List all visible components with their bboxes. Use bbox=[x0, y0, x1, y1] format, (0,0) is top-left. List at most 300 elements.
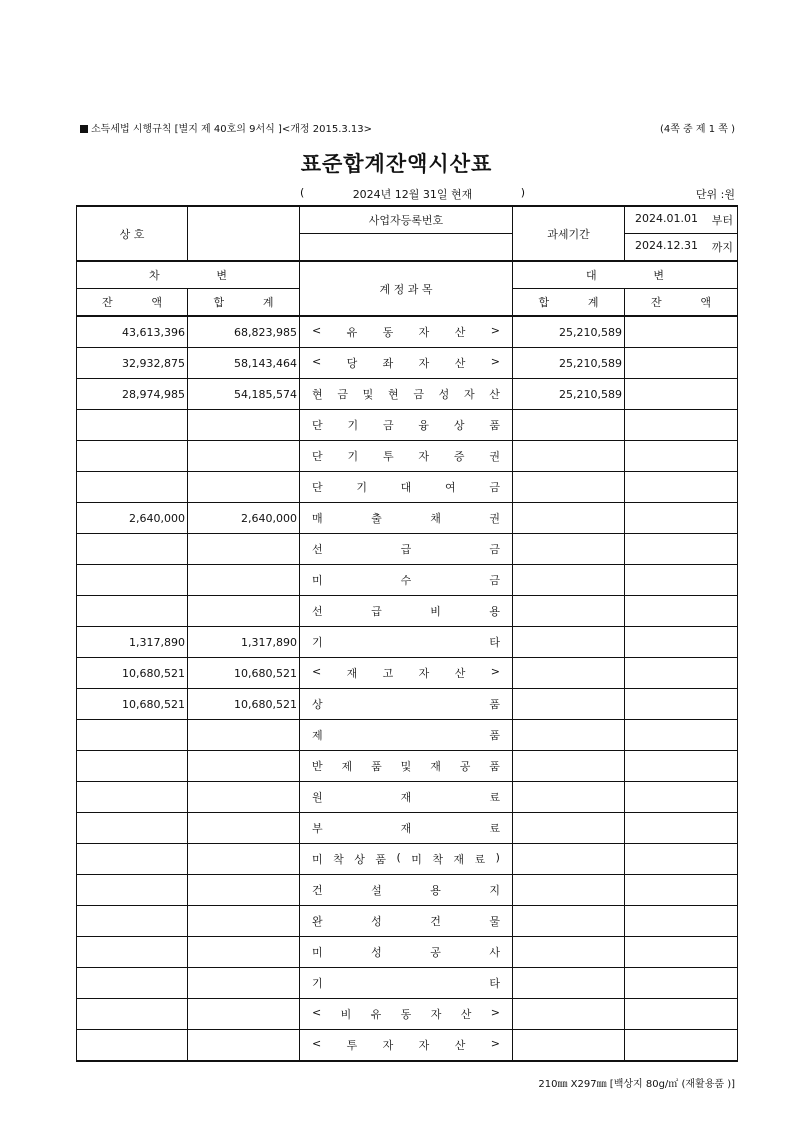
account-glyph: 융 bbox=[418, 419, 430, 432]
account-glyph: 성 bbox=[371, 946, 382, 959]
debit-total-cell bbox=[188, 441, 300, 472]
period-label: 과세기간 bbox=[547, 227, 590, 241]
account-glyph: 성 bbox=[438, 388, 450, 401]
debit-total-cell bbox=[188, 379, 300, 410]
account-glyph: 산 bbox=[489, 388, 500, 401]
account-glyph: 반 bbox=[312, 760, 323, 773]
debit-balance-header bbox=[77, 289, 188, 317]
account-name bbox=[312, 851, 500, 867]
account-cell bbox=[300, 937, 513, 968]
paper-spec: 210㎜ X297㎜ [백상지 80g/㎡ (재활용품 )] bbox=[538, 1079, 735, 1090]
account-glyph: 기 bbox=[347, 450, 359, 463]
unit-label: 단위 :원 bbox=[695, 188, 735, 201]
debit-total-cell bbox=[188, 348, 300, 379]
account-cell bbox=[300, 534, 513, 565]
account-glyph: 투 bbox=[346, 1039, 358, 1052]
account-glyph: 수 bbox=[400, 574, 412, 587]
credit-total-cell-value: 25,210,589 bbox=[559, 387, 622, 401]
debit-total-cell-value: 54,185,574 bbox=[234, 387, 297, 401]
account-glyph: 산 bbox=[454, 326, 466, 339]
credit-total-cell bbox=[513, 503, 625, 534]
debit-total-cell bbox=[188, 813, 300, 844]
period-label-cell bbox=[513, 206, 625, 261]
table-row bbox=[77, 534, 738, 565]
account-glyph: 재 bbox=[400, 822, 412, 835]
account-cell bbox=[300, 906, 513, 937]
credit-total-cell bbox=[513, 906, 625, 937]
account-glyph: 재 bbox=[400, 791, 412, 804]
account-glyph: 품 bbox=[375, 853, 386, 866]
table-row bbox=[77, 689, 738, 720]
account-glyph: 료 bbox=[489, 822, 500, 835]
account-glyph: 미 bbox=[312, 946, 323, 959]
account-glyph: 기 bbox=[356, 481, 367, 494]
account-glyph: 품 bbox=[489, 698, 500, 711]
credit-balance-cell bbox=[625, 627, 738, 658]
account-cell bbox=[300, 379, 513, 410]
account-glyph: 공 bbox=[430, 946, 441, 959]
debit-balance-cell bbox=[77, 813, 188, 844]
header-glyph: 차 bbox=[149, 269, 160, 282]
account-glyph: 타 bbox=[489, 636, 500, 649]
account-glyph: 사 bbox=[489, 946, 500, 959]
table-row bbox=[77, 379, 738, 410]
debit-total-cell bbox=[188, 472, 300, 503]
account-glyph: 미 bbox=[312, 574, 323, 587]
account-name bbox=[312, 696, 500, 712]
debit-balance-cell bbox=[77, 689, 188, 720]
date-close-paren: ) bbox=[520, 186, 525, 199]
credit-total-cell bbox=[513, 720, 625, 751]
account-glyph: 권 bbox=[489, 450, 500, 463]
credit-total-cell bbox=[513, 658, 625, 689]
account-glyph: > bbox=[490, 1037, 500, 1050]
account-cell bbox=[300, 999, 513, 1030]
debit-total-cell bbox=[188, 627, 300, 658]
account-glyph: 자 bbox=[382, 1039, 394, 1052]
credit-balance-cell bbox=[625, 782, 738, 813]
account-glyph: 자 bbox=[430, 1008, 442, 1021]
account-cell bbox=[300, 689, 513, 720]
credit-total-header-text bbox=[539, 294, 599, 310]
account-glyph: 용 bbox=[430, 884, 441, 897]
account-glyph: 건 bbox=[430, 915, 441, 928]
account-glyph: 증 bbox=[453, 450, 465, 463]
account-glyph: 기 bbox=[312, 977, 323, 990]
period-to-cell bbox=[625, 234, 738, 262]
account-glyph: 단 bbox=[312, 481, 323, 494]
credit-total-cell bbox=[513, 751, 625, 782]
account-glyph: 재 bbox=[430, 760, 441, 773]
account-name bbox=[312, 510, 500, 526]
account-glyph: 고 bbox=[382, 667, 394, 680]
header-glyph: 잔 bbox=[651, 296, 662, 309]
account-glyph: < bbox=[312, 355, 322, 368]
account-glyph: 재 bbox=[453, 853, 465, 866]
account-name bbox=[312, 1006, 500, 1022]
table-row bbox=[77, 316, 738, 348]
table-row bbox=[77, 1030, 738, 1062]
credit-total-header bbox=[513, 289, 625, 317]
debit-balance-cell bbox=[77, 316, 188, 348]
account-name bbox=[312, 479, 500, 495]
credit-header-text bbox=[586, 267, 664, 283]
account-cell bbox=[300, 565, 513, 596]
debit-header bbox=[77, 261, 300, 289]
debit-balance-cell bbox=[77, 627, 188, 658]
account-name bbox=[312, 355, 500, 371]
table-row bbox=[77, 906, 738, 937]
company-label-cell bbox=[77, 206, 188, 261]
debit-balance-cell bbox=[77, 658, 188, 689]
account-glyph: 자 bbox=[418, 450, 430, 463]
account-glyph: 공 bbox=[459, 760, 471, 773]
debit-total-cell bbox=[188, 875, 300, 906]
account-name bbox=[312, 789, 500, 805]
credit-total-cell bbox=[513, 348, 625, 379]
credit-total-cell bbox=[513, 534, 625, 565]
account-name bbox=[312, 975, 500, 991]
account-glyph: 출 bbox=[371, 512, 382, 525]
bizno-value-cell bbox=[300, 234, 513, 262]
bizno-label-cell bbox=[300, 206, 513, 234]
account-glyph: 금 bbox=[413, 388, 424, 401]
account-glyph: 금 bbox=[489, 481, 500, 494]
debit-total-cell bbox=[188, 658, 300, 689]
account-glyph: 타 bbox=[489, 977, 500, 990]
debit-balance-cell bbox=[77, 875, 188, 906]
header-glyph: 계 bbox=[587, 296, 599, 309]
account-glyph: 단 bbox=[312, 419, 323, 432]
credit-balance-cell bbox=[625, 503, 738, 534]
credit-total-cell bbox=[513, 472, 625, 503]
table-row bbox=[77, 627, 738, 658]
header-glyph: 계 bbox=[262, 296, 274, 309]
period-from-cell bbox=[625, 206, 738, 234]
table-row bbox=[77, 410, 738, 441]
account-glyph: 동 bbox=[382, 326, 394, 339]
credit-balance-cell bbox=[625, 534, 738, 565]
debit-total-cell bbox=[188, 720, 300, 751]
account-name bbox=[312, 882, 500, 898]
credit-total-cell bbox=[513, 999, 625, 1030]
account-cell bbox=[300, 1030, 513, 1062]
account-name bbox=[312, 820, 500, 836]
credit-header bbox=[513, 261, 738, 289]
header-glyph: 액 bbox=[151, 296, 162, 309]
table-row bbox=[77, 658, 738, 689]
debit-balance-cell bbox=[77, 782, 188, 813]
debit-total-cell bbox=[188, 999, 300, 1030]
credit-balance-cell bbox=[625, 316, 738, 348]
account-glyph: 용 bbox=[489, 605, 500, 618]
account-name bbox=[312, 913, 500, 929]
table-row bbox=[77, 813, 738, 844]
account-cell bbox=[300, 441, 513, 472]
debit-total-cell bbox=[188, 316, 300, 348]
credit-balance-cell bbox=[625, 937, 738, 968]
account-glyph: 상 bbox=[354, 853, 365, 866]
credit-balance-header bbox=[625, 289, 738, 317]
account-glyph: < bbox=[312, 665, 322, 678]
credit-total-cell-value: 25,210,589 bbox=[559, 356, 622, 370]
account-cell bbox=[300, 968, 513, 999]
table-row bbox=[77, 999, 738, 1030]
debit-balance-cell bbox=[77, 596, 188, 627]
debit-balance-cell bbox=[77, 906, 188, 937]
page-indicator: (4쪽 중 제 1 쪽 ) bbox=[659, 124, 735, 135]
account-name bbox=[312, 634, 500, 650]
account-glyph: 현 bbox=[387, 388, 399, 401]
debit-total-cell bbox=[188, 968, 300, 999]
debit-total-cell bbox=[188, 410, 300, 441]
account-glyph: > bbox=[490, 665, 500, 678]
debit-balance-header-text bbox=[102, 294, 162, 310]
account-glyph: 권 bbox=[489, 512, 500, 525]
account-glyph: 산 bbox=[454, 357, 466, 370]
credit-balance-cell bbox=[625, 751, 738, 782]
credit-total-cell bbox=[513, 968, 625, 999]
credit-total-cell bbox=[513, 937, 625, 968]
account-cell bbox=[300, 875, 513, 906]
account-glyph: 품 bbox=[489, 729, 500, 742]
account-glyph: 자 bbox=[418, 667, 430, 680]
table-row bbox=[77, 348, 738, 379]
account-glyph: 상 bbox=[312, 698, 323, 711]
account-name bbox=[312, 572, 500, 588]
debit-balance-cell-value: 28,974,985 bbox=[122, 387, 185, 401]
debit-total-cell bbox=[188, 844, 300, 875]
debit-balance-cell bbox=[77, 968, 188, 999]
account-glyph: 품 bbox=[371, 760, 382, 773]
debit-total-header-text bbox=[214, 294, 274, 310]
account-glyph: 현 bbox=[312, 388, 323, 401]
header-glyph: 대 bbox=[586, 269, 597, 282]
account-glyph: 원 bbox=[312, 791, 323, 804]
debit-total-cell-value: 10,680,521 bbox=[234, 697, 297, 711]
debit-header-text bbox=[149, 267, 227, 283]
account-cell bbox=[300, 720, 513, 751]
debit-total-cell-value: 10,680,521 bbox=[234, 666, 297, 680]
debit-total-cell bbox=[188, 503, 300, 534]
account-glyph: 산 bbox=[454, 667, 466, 680]
credit-balance-cell bbox=[625, 844, 738, 875]
account-glyph: 품 bbox=[489, 419, 500, 432]
company-label: 상 호 bbox=[119, 227, 145, 241]
account-cell bbox=[300, 627, 513, 658]
header-glyph: 합 bbox=[538, 296, 550, 309]
header-glyph: 잔 bbox=[102, 296, 113, 309]
credit-total-cell bbox=[513, 379, 625, 410]
as-of-date bbox=[300, 186, 525, 202]
account-cell bbox=[300, 410, 513, 441]
account-glyph: 선 bbox=[312, 543, 323, 556]
account-glyph: 금 bbox=[337, 388, 348, 401]
table-row bbox=[77, 503, 738, 534]
account-header-text: 계 정 과 목 bbox=[379, 282, 433, 296]
account-cell bbox=[300, 316, 513, 348]
debit-balance-cell-value: 32,932,875 bbox=[122, 356, 185, 370]
table-row bbox=[77, 596, 738, 627]
account-cell bbox=[300, 348, 513, 379]
credit-total-cell bbox=[513, 813, 625, 844]
credit-total-cell bbox=[513, 689, 625, 720]
date-text: 2024년 12월 31일 현재 bbox=[352, 188, 473, 201]
credit-balance-cell bbox=[625, 379, 738, 410]
credit-balance-cell bbox=[625, 472, 738, 503]
debit-balance-cell bbox=[77, 379, 188, 410]
debit-balance-cell bbox=[77, 999, 188, 1030]
table-row bbox=[77, 937, 738, 968]
account-name bbox=[312, 1037, 500, 1053]
account-cell bbox=[300, 844, 513, 875]
credit-total-cell bbox=[513, 875, 625, 906]
account-glyph: 투 bbox=[382, 450, 394, 463]
table-row bbox=[77, 472, 738, 503]
debit-total-header bbox=[188, 289, 300, 317]
debit-balance-cell bbox=[77, 1030, 188, 1062]
account-name bbox=[312, 603, 500, 619]
debit-total-cell bbox=[188, 1030, 300, 1062]
square-bullet-icon bbox=[80, 125, 88, 133]
debit-balance-cell bbox=[77, 565, 188, 596]
account-name bbox=[312, 665, 500, 681]
header-glyph: 합 bbox=[213, 296, 225, 309]
credit-balance-cell bbox=[625, 441, 738, 472]
account-name bbox=[312, 448, 500, 464]
debit-total-cell bbox=[188, 565, 300, 596]
account-header bbox=[300, 261, 513, 316]
account-glyph: 및 bbox=[362, 388, 374, 401]
header-glyph: 액 bbox=[700, 296, 711, 309]
account-glyph: 채 bbox=[430, 512, 441, 525]
debit-balance-cell bbox=[77, 503, 188, 534]
period-from: 2024.01.01 bbox=[635, 212, 698, 225]
account-glyph: ( bbox=[396, 851, 401, 864]
credit-balance-cell bbox=[625, 906, 738, 937]
account-glyph: 재 bbox=[346, 667, 358, 680]
header-glyph: 변 bbox=[653, 269, 664, 282]
account-glyph: 금 bbox=[489, 543, 500, 556]
account-glyph: 동 bbox=[400, 1008, 412, 1021]
account-glyph: 미 bbox=[411, 853, 422, 866]
account-glyph: 자 bbox=[418, 357, 430, 370]
page-title: 표준합계잔액시산표 bbox=[300, 152, 493, 176]
account-glyph: 유 bbox=[370, 1008, 382, 1021]
account-name bbox=[312, 541, 500, 557]
account-name bbox=[312, 758, 500, 774]
debit-total-cell bbox=[188, 782, 300, 813]
debit-balance-cell-value: 1,317,890 bbox=[129, 635, 185, 649]
debit-total-cell-value: 1,317,890 bbox=[241, 635, 297, 649]
debit-balance-cell bbox=[77, 534, 188, 565]
period-to: 2024.12.31 bbox=[635, 239, 698, 252]
debit-balance-cell bbox=[77, 937, 188, 968]
credit-balance-header-text bbox=[651, 294, 711, 310]
table-row bbox=[77, 968, 738, 999]
credit-balance-cell bbox=[625, 565, 738, 596]
account-cell bbox=[300, 782, 513, 813]
account-glyph: 산 bbox=[460, 1008, 472, 1021]
debit-total-cell bbox=[188, 906, 300, 937]
debit-total-cell-value: 2,640,000 bbox=[241, 511, 297, 525]
table-row bbox=[77, 441, 738, 472]
form-reference-text: 소득세법 시행규칙 [별지 제 40호의 9서식 ]<개정 2015.3.13> bbox=[91, 124, 373, 135]
account-glyph: 제 bbox=[341, 760, 353, 773]
account-glyph: 물 bbox=[489, 915, 500, 928]
credit-balance-cell bbox=[625, 968, 738, 999]
debit-total-cell-value: 58,143,464 bbox=[234, 356, 297, 370]
debit-total-cell bbox=[188, 689, 300, 720]
account-name bbox=[312, 417, 500, 433]
debit-total-cell bbox=[188, 596, 300, 627]
account-glyph: 자 bbox=[463, 388, 475, 401]
account-glyph: 자 bbox=[418, 326, 430, 339]
account-glyph: 건 bbox=[312, 884, 323, 897]
account-glyph: 제 bbox=[312, 729, 323, 742]
debit-balance-cell bbox=[77, 472, 188, 503]
credit-balance-cell bbox=[625, 720, 738, 751]
account-glyph: 급 bbox=[400, 543, 412, 556]
debit-balance-cell bbox=[77, 720, 188, 751]
account-glyph: 산 bbox=[454, 1039, 466, 1052]
debit-balance-cell bbox=[77, 410, 188, 441]
debit-total-cell bbox=[188, 751, 300, 782]
trial-balance-table bbox=[76, 205, 738, 1062]
debit-balance-cell-value: 2,640,000 bbox=[129, 511, 185, 525]
credit-balance-cell bbox=[625, 875, 738, 906]
account-glyph: 료 bbox=[489, 791, 500, 804]
account-glyph: 기 bbox=[312, 636, 323, 649]
account-cell bbox=[300, 472, 513, 503]
account-cell bbox=[300, 596, 513, 627]
account-name bbox=[312, 324, 500, 340]
credit-balance-cell bbox=[625, 348, 738, 379]
debit-balance-cell bbox=[77, 751, 188, 782]
period-to-suffix: 까지 bbox=[711, 241, 733, 254]
credit-total-cell bbox=[513, 844, 625, 875]
credit-balance-cell bbox=[625, 596, 738, 627]
credit-balance-cell bbox=[625, 999, 738, 1030]
account-glyph: 당 bbox=[346, 357, 358, 370]
account-glyph: 성 bbox=[371, 915, 382, 928]
account-cell bbox=[300, 813, 513, 844]
account-glyph: 미 bbox=[312, 853, 323, 866]
table-row bbox=[77, 565, 738, 596]
debit-balance-cell bbox=[77, 348, 188, 379]
account-glyph: 품 bbox=[489, 760, 500, 773]
credit-balance-cell bbox=[625, 658, 738, 689]
account-glyph: 대 bbox=[400, 481, 412, 494]
account-glyph: < bbox=[312, 324, 322, 337]
credit-total-cell-value: 25,210,589 bbox=[559, 325, 622, 339]
account-glyph: 료 bbox=[474, 853, 486, 866]
account-glyph: 비 bbox=[340, 1008, 352, 1021]
debit-balance-cell bbox=[77, 844, 188, 875]
account-cell bbox=[300, 503, 513, 534]
account-glyph: < bbox=[312, 1037, 322, 1050]
account-name bbox=[312, 727, 500, 743]
account-glyph: 상 bbox=[453, 419, 465, 432]
account-glyph: > bbox=[490, 1006, 500, 1019]
account-glyph: 착 bbox=[333, 853, 344, 866]
account-glyph: 완 bbox=[312, 915, 323, 928]
account-glyph: < bbox=[312, 1006, 322, 1019]
table-row bbox=[77, 751, 738, 782]
company-value-cell bbox=[188, 206, 300, 261]
form-reference bbox=[80, 120, 372, 135]
credit-balance-cell bbox=[625, 1030, 738, 1062]
